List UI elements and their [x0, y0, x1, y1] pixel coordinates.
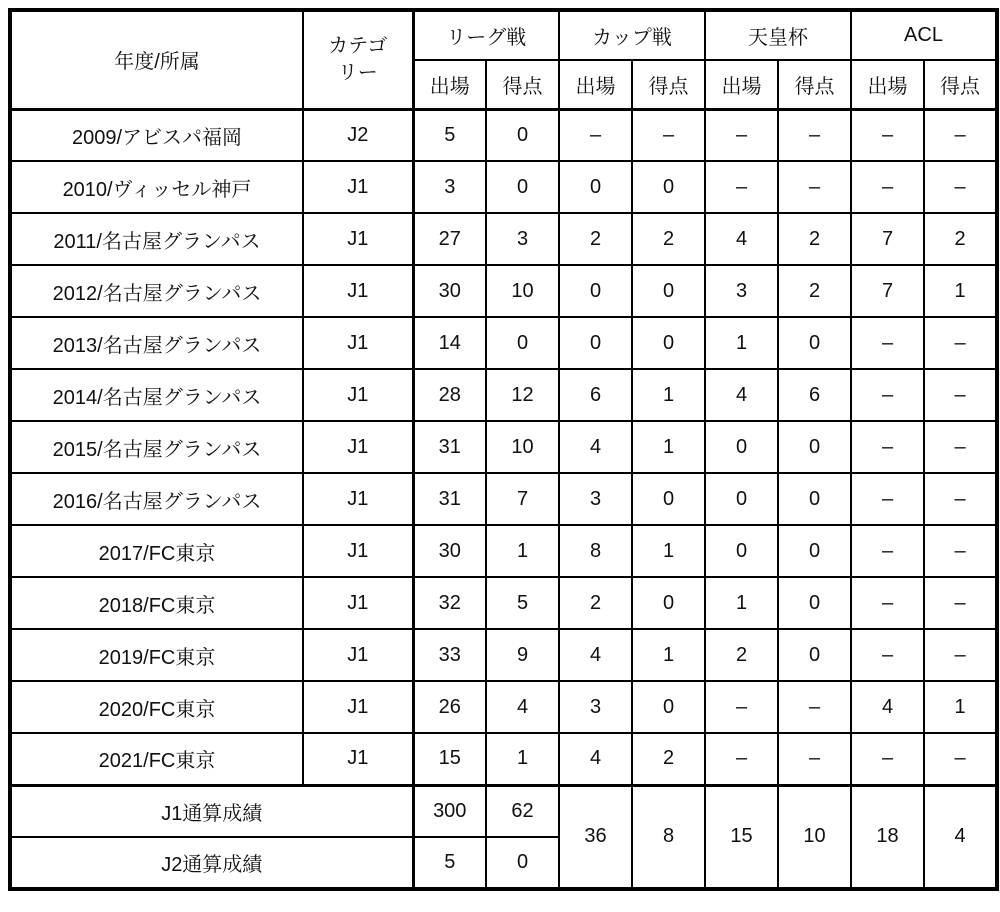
category-cell: J1 — [303, 161, 413, 213]
category-cell: J1 — [303, 265, 413, 317]
stat-cell: 1 — [486, 733, 559, 785]
stat-cell: 2 — [778, 213, 851, 265]
subheader-acl-appearances: 出場 — [851, 60, 924, 109]
stat-cell: 1 — [924, 265, 997, 317]
stat-cell: 0 — [632, 473, 705, 525]
subheader-cup-goals: 得点 — [632, 60, 705, 109]
stat-cell: 0 — [486, 317, 559, 369]
stat-cell: 27 — [413, 213, 486, 265]
stat-cell: 0 — [632, 265, 705, 317]
year-club-cell: 2015/名古屋グランパス — [10, 421, 303, 473]
stat-cell: 0 — [705, 473, 778, 525]
stat-cell: 10 — [486, 265, 559, 317]
category-cell: J1 — [303, 525, 413, 577]
merged-total-emperors-goals: 10 — [778, 785, 851, 889]
stat-cell: 2 — [559, 577, 632, 629]
year-club-cell: 2016/名古屋グランパス — [10, 473, 303, 525]
subheader-league-appearances: 出場 — [413, 60, 486, 109]
stat-cell: 14 — [413, 317, 486, 369]
total-stat-cell: 5 — [413, 837, 486, 889]
stat-cell: 3 — [413, 161, 486, 213]
subheader-acl-goals: 得点 — [924, 60, 997, 109]
header-group-row — [10, 10, 997, 60]
table-row — [10, 629, 997, 681]
stat-cell: 30 — [413, 525, 486, 577]
stat-cell: 2 — [705, 629, 778, 681]
stat-cell: 0 — [486, 109, 559, 161]
stat-cell: 4 — [559, 733, 632, 785]
stat-cell: – — [924, 161, 997, 213]
table-row — [10, 213, 997, 265]
stat-cell: – — [924, 369, 997, 421]
stat-cell: 1 — [924, 681, 997, 733]
stat-cell: – — [851, 629, 924, 681]
stat-cell: 6 — [778, 369, 851, 421]
stat-cell: 0 — [705, 421, 778, 473]
table-row — [10, 317, 997, 369]
category-cell: J1 — [303, 681, 413, 733]
category-cell: J1 — [303, 473, 413, 525]
stat-cell: 1 — [632, 421, 705, 473]
stat-cell: – — [851, 525, 924, 577]
stat-cell: 3 — [559, 473, 632, 525]
year-club-cell: 2020/FC東京 — [10, 681, 303, 733]
header-group-emperors-cup: 天皇杯 — [705, 10, 851, 60]
stat-cell: 7 — [851, 265, 924, 317]
year-club-cell: 2017/FC東京 — [10, 525, 303, 577]
stat-cell: 0 — [632, 681, 705, 733]
stat-cell: – — [851, 421, 924, 473]
total-stat-cell: 62 — [486, 785, 559, 837]
stat-cell: 0 — [778, 577, 851, 629]
stat-cell: – — [851, 161, 924, 213]
stat-cell: 1 — [632, 369, 705, 421]
stat-cell: 1 — [632, 525, 705, 577]
stat-cell: – — [851, 473, 924, 525]
stat-cell: 4 — [559, 629, 632, 681]
stat-cell: 33 — [413, 629, 486, 681]
category-cell: J2 — [303, 109, 413, 161]
total-label-cell: J1通算成績 — [10, 785, 413, 837]
stat-cell: 7 — [486, 473, 559, 525]
header-category-cell — [303, 10, 413, 109]
stat-cell: 8 — [559, 525, 632, 577]
year-club-cell: 2013/名古屋グランパス — [10, 317, 303, 369]
stat-cell: – — [851, 109, 924, 161]
stat-cell: – — [851, 733, 924, 785]
stat-cell: 0 — [778, 317, 851, 369]
year-club-cell: 2019/FC東京 — [10, 629, 303, 681]
stat-cell: – — [851, 577, 924, 629]
table-row — [10, 525, 997, 577]
table-row — [10, 577, 997, 629]
header-category-label: カテゴリー — [328, 34, 388, 84]
stat-cell: 1 — [486, 525, 559, 577]
stat-cell: 4 — [705, 369, 778, 421]
table-row — [10, 109, 997, 161]
stat-cell: 10 — [486, 421, 559, 473]
stat-cell: 12 — [486, 369, 559, 421]
table-row — [10, 421, 997, 473]
total-row-j1 — [10, 785, 997, 837]
stat-cell: 4 — [851, 681, 924, 733]
stat-cell: – — [924, 473, 997, 525]
table-row — [10, 473, 997, 525]
year-club-cell: 2014/名古屋グランパス — [10, 369, 303, 421]
stat-cell: 0 — [632, 317, 705, 369]
table-row — [10, 681, 997, 733]
stat-cell: 3 — [486, 213, 559, 265]
stat-cell: – — [924, 525, 997, 577]
header-group-league: リーグ戦 — [413, 10, 559, 60]
subheader-emperors-goals: 得点 — [778, 60, 851, 109]
year-club-cell: 2009/アビスパ福岡 — [10, 109, 303, 161]
stat-cell: – — [924, 317, 997, 369]
category-cell: J1 — [303, 733, 413, 785]
stat-cell: – — [632, 109, 705, 161]
stat-cell: 2 — [559, 213, 632, 265]
stat-cell: 0 — [559, 265, 632, 317]
stat-cell: – — [705, 681, 778, 733]
total-stat-cell: 300 — [413, 785, 486, 837]
stat-cell: – — [924, 109, 997, 161]
stat-cell: 0 — [632, 161, 705, 213]
stat-cell: – — [924, 629, 997, 681]
career-stats-table — [8, 8, 999, 891]
stat-cell: 0 — [778, 629, 851, 681]
stat-cell: 26 — [413, 681, 486, 733]
stat-cell: 32 — [413, 577, 486, 629]
stat-cell: 31 — [413, 473, 486, 525]
stat-cell: 0 — [559, 161, 632, 213]
table-row — [10, 733, 997, 785]
stat-cell: 15 — [413, 733, 486, 785]
stat-cell: – — [778, 109, 851, 161]
total-label-cell: J2通算成績 — [10, 837, 413, 889]
year-club-cell: 2018/FC東京 — [10, 577, 303, 629]
stat-cell: – — [924, 577, 997, 629]
category-cell: J1 — [303, 369, 413, 421]
stat-cell: 5 — [413, 109, 486, 161]
merged-total-cup-goals: 8 — [632, 785, 705, 889]
category-cell: J1 — [303, 629, 413, 681]
merged-total-acl-appearances: 18 — [851, 785, 924, 889]
stat-cell: – — [778, 161, 851, 213]
year-club-cell: 2011/名古屋グランパス — [10, 213, 303, 265]
stat-cell: – — [705, 161, 778, 213]
stat-cell: 4 — [559, 421, 632, 473]
stat-cell: 4 — [486, 681, 559, 733]
stat-cell: – — [851, 317, 924, 369]
stat-cell: 7 — [851, 213, 924, 265]
stat-cell: 4 — [705, 213, 778, 265]
stat-cell: 0 — [778, 525, 851, 577]
totals-rows — [10, 785, 997, 889]
stat-cell: 2 — [778, 265, 851, 317]
stat-cell: – — [705, 109, 778, 161]
stat-cell: 9 — [486, 629, 559, 681]
subheader-emperors-appearances: 出場 — [705, 60, 778, 109]
stat-cell: – — [778, 681, 851, 733]
stat-cell: 1 — [632, 629, 705, 681]
stat-cell: 31 — [413, 421, 486, 473]
stat-cell: 1 — [705, 317, 778, 369]
stat-cell: 3 — [705, 265, 778, 317]
stat-cell: 0 — [559, 317, 632, 369]
stat-cell: – — [924, 421, 997, 473]
stat-cell: 30 — [413, 265, 486, 317]
stat-cell: 1 — [705, 577, 778, 629]
stat-cell: 28 — [413, 369, 486, 421]
total-stat-cell: 0 — [486, 837, 559, 889]
category-cell: J1 — [303, 317, 413, 369]
stat-cell: – — [851, 369, 924, 421]
year-club-cell: 2010/ヴィッセル神戸 — [10, 161, 303, 213]
category-cell: J1 — [303, 421, 413, 473]
stat-cell: 2 — [924, 213, 997, 265]
year-club-cell: 2012/名古屋グランパス — [10, 265, 303, 317]
stat-cell: 5 — [486, 577, 559, 629]
header-group-cup: カップ戦 — [559, 10, 705, 60]
header-year-club-cell: 年度/所属 — [10, 10, 303, 109]
season-rows — [10, 109, 997, 785]
merged-total-emperors-appearances: 15 — [705, 785, 778, 889]
table-row — [10, 369, 997, 421]
table-row — [10, 161, 997, 213]
stat-cell: – — [778, 733, 851, 785]
stat-cell: 6 — [559, 369, 632, 421]
stat-cell: 2 — [632, 733, 705, 785]
stat-cell: 0 — [778, 473, 851, 525]
stat-cell: – — [705, 733, 778, 785]
category-cell: J1 — [303, 213, 413, 265]
merged-total-acl-goals: 4 — [924, 785, 997, 889]
subheader-league-goals: 得点 — [486, 60, 559, 109]
subheader-cup-appearances: 出場 — [559, 60, 632, 109]
stat-cell: 2 — [632, 213, 705, 265]
stat-cell: 0 — [486, 161, 559, 213]
header-group-acl: ACL — [851, 10, 997, 60]
merged-total-cup-appearances: 36 — [559, 785, 632, 889]
stat-cell: – — [559, 109, 632, 161]
stat-cell: 0 — [778, 421, 851, 473]
category-cell: J1 — [303, 577, 413, 629]
stat-cell: 3 — [559, 681, 632, 733]
stat-cell: 0 — [632, 577, 705, 629]
table-row — [10, 265, 997, 317]
year-club-cell: 2021/FC東京 — [10, 733, 303, 785]
stat-cell: – — [924, 733, 997, 785]
stat-cell: 0 — [705, 525, 778, 577]
